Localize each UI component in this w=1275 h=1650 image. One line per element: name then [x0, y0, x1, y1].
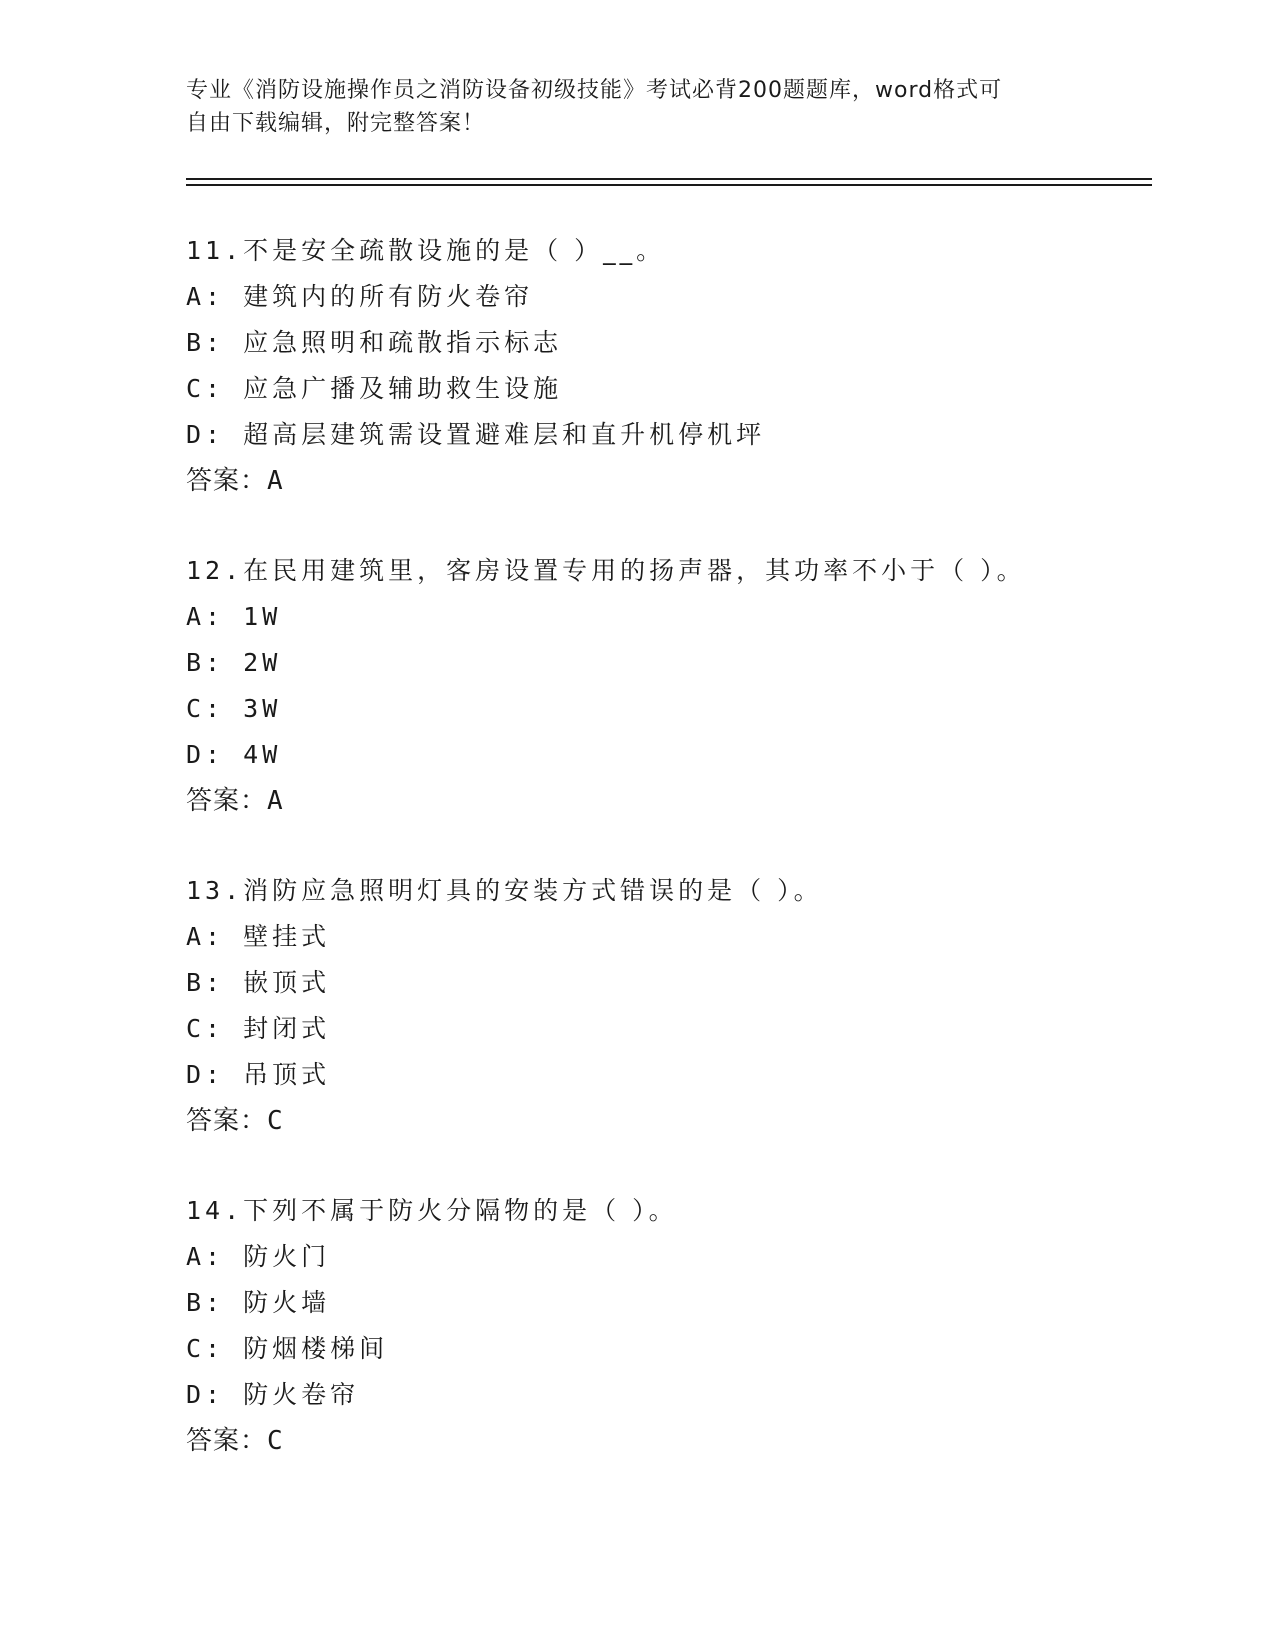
option-key: D:	[186, 740, 225, 769]
option-text: 壁挂式	[243, 922, 331, 951]
question-list	[186, 228, 1152, 1508]
question-11	[186, 228, 1152, 548]
question-stem	[186, 228, 1152, 274]
answer-label: 答案：	[186, 466, 268, 496]
option-text: 建筑内的所有防火卷帘	[243, 282, 534, 311]
header-divider-top	[186, 178, 1152, 180]
option-a	[186, 274, 1152, 320]
answer-label: 答案：	[186, 1106, 268, 1136]
option-key: D:	[186, 420, 225, 449]
question-14	[186, 1188, 1152, 1508]
answer-value: C	[267, 1426, 284, 1456]
option-b	[186, 640, 1152, 686]
option-key: C:	[186, 1014, 225, 1043]
option-key: A:	[186, 922, 225, 951]
option-key: A:	[186, 282, 225, 311]
option-key: D:	[186, 1380, 225, 1409]
question-13	[186, 868, 1152, 1188]
question-text: 在民用建筑里，客房设置专用的扬声器，其功率不小于（ ）。	[243, 556, 1026, 585]
option-text: 嵌顶式	[243, 968, 331, 997]
question-12	[186, 548, 1152, 868]
question-stem	[186, 1188, 1152, 1234]
header-divider-bottom	[186, 184, 1152, 186]
option-c	[186, 1006, 1152, 1052]
answer-line	[186, 778, 1152, 824]
option-text: 防火卷帘	[243, 1380, 360, 1409]
answer-line	[186, 1418, 1152, 1464]
option-key: A:	[186, 1242, 225, 1271]
option-text: 应急广播及辅助救生设施	[243, 374, 563, 403]
option-c	[186, 1326, 1152, 1372]
option-key: B:	[186, 968, 225, 997]
option-text: 1W	[243, 602, 282, 631]
option-d	[186, 412, 1152, 458]
option-key: A:	[186, 602, 225, 631]
option-c	[186, 366, 1152, 412]
question-text: 下列不属于防火分隔物的是（ ）。	[243, 1196, 678, 1225]
answer-line	[186, 1098, 1152, 1144]
header-title-line-2: 自由下载编辑，附完整答案！	[186, 111, 486, 136]
answer-value: A	[267, 786, 284, 816]
option-key: C:	[186, 374, 225, 403]
option-text: 防烟楼梯间	[243, 1334, 389, 1363]
option-key: B:	[186, 1288, 225, 1317]
option-a	[186, 1234, 1152, 1280]
option-text: 3W	[243, 694, 282, 723]
answer-value: A	[267, 466, 284, 496]
answer-value: C	[267, 1106, 284, 1136]
option-text: 应急照明和疏散指示标志	[243, 328, 563, 357]
answer-label: 答案：	[186, 1426, 268, 1456]
question-number: 11.	[186, 236, 244, 265]
answer-line	[186, 458, 1152, 504]
option-text: 防火门	[243, 1242, 331, 1271]
option-a	[186, 914, 1152, 960]
option-d	[186, 1372, 1152, 1418]
option-key: B:	[186, 328, 225, 357]
question-text: 消防应急照明灯具的安装方式错误的是（ ）。	[243, 876, 823, 905]
option-d	[186, 732, 1152, 778]
option-b	[186, 960, 1152, 1006]
option-text: 吊顶式	[243, 1060, 331, 1089]
option-text: 2W	[243, 648, 282, 677]
option-b	[186, 1280, 1152, 1326]
question-number: 12.	[186, 556, 244, 585]
option-text: 4W	[243, 740, 282, 769]
answer-label: 答案：	[186, 786, 268, 816]
option-key: B:	[186, 648, 225, 677]
option-key: D:	[186, 1060, 225, 1089]
option-c	[186, 686, 1152, 732]
option-text: 封闭式	[243, 1014, 331, 1043]
question-number: 14.	[186, 1196, 244, 1225]
option-text: 防火墙	[243, 1288, 331, 1317]
question-number: 13.	[186, 876, 244, 905]
question-stem	[186, 548, 1152, 594]
document-header	[186, 74, 1086, 140]
option-text: 超高层建筑需设置避难层和直升机停机坪	[243, 420, 766, 449]
question-text: 不是安全疏散设施的是（ ）__。	[243, 236, 666, 265]
option-b	[186, 320, 1152, 366]
option-d	[186, 1052, 1152, 1098]
option-key: C:	[186, 1334, 225, 1363]
option-a	[186, 594, 1152, 640]
header-title-line-1: 专业《消防设施操作员之消防设备初级技能》考试必背200题题库，word格式可	[186, 78, 1003, 103]
question-stem	[186, 868, 1152, 914]
option-key: C:	[186, 694, 225, 723]
